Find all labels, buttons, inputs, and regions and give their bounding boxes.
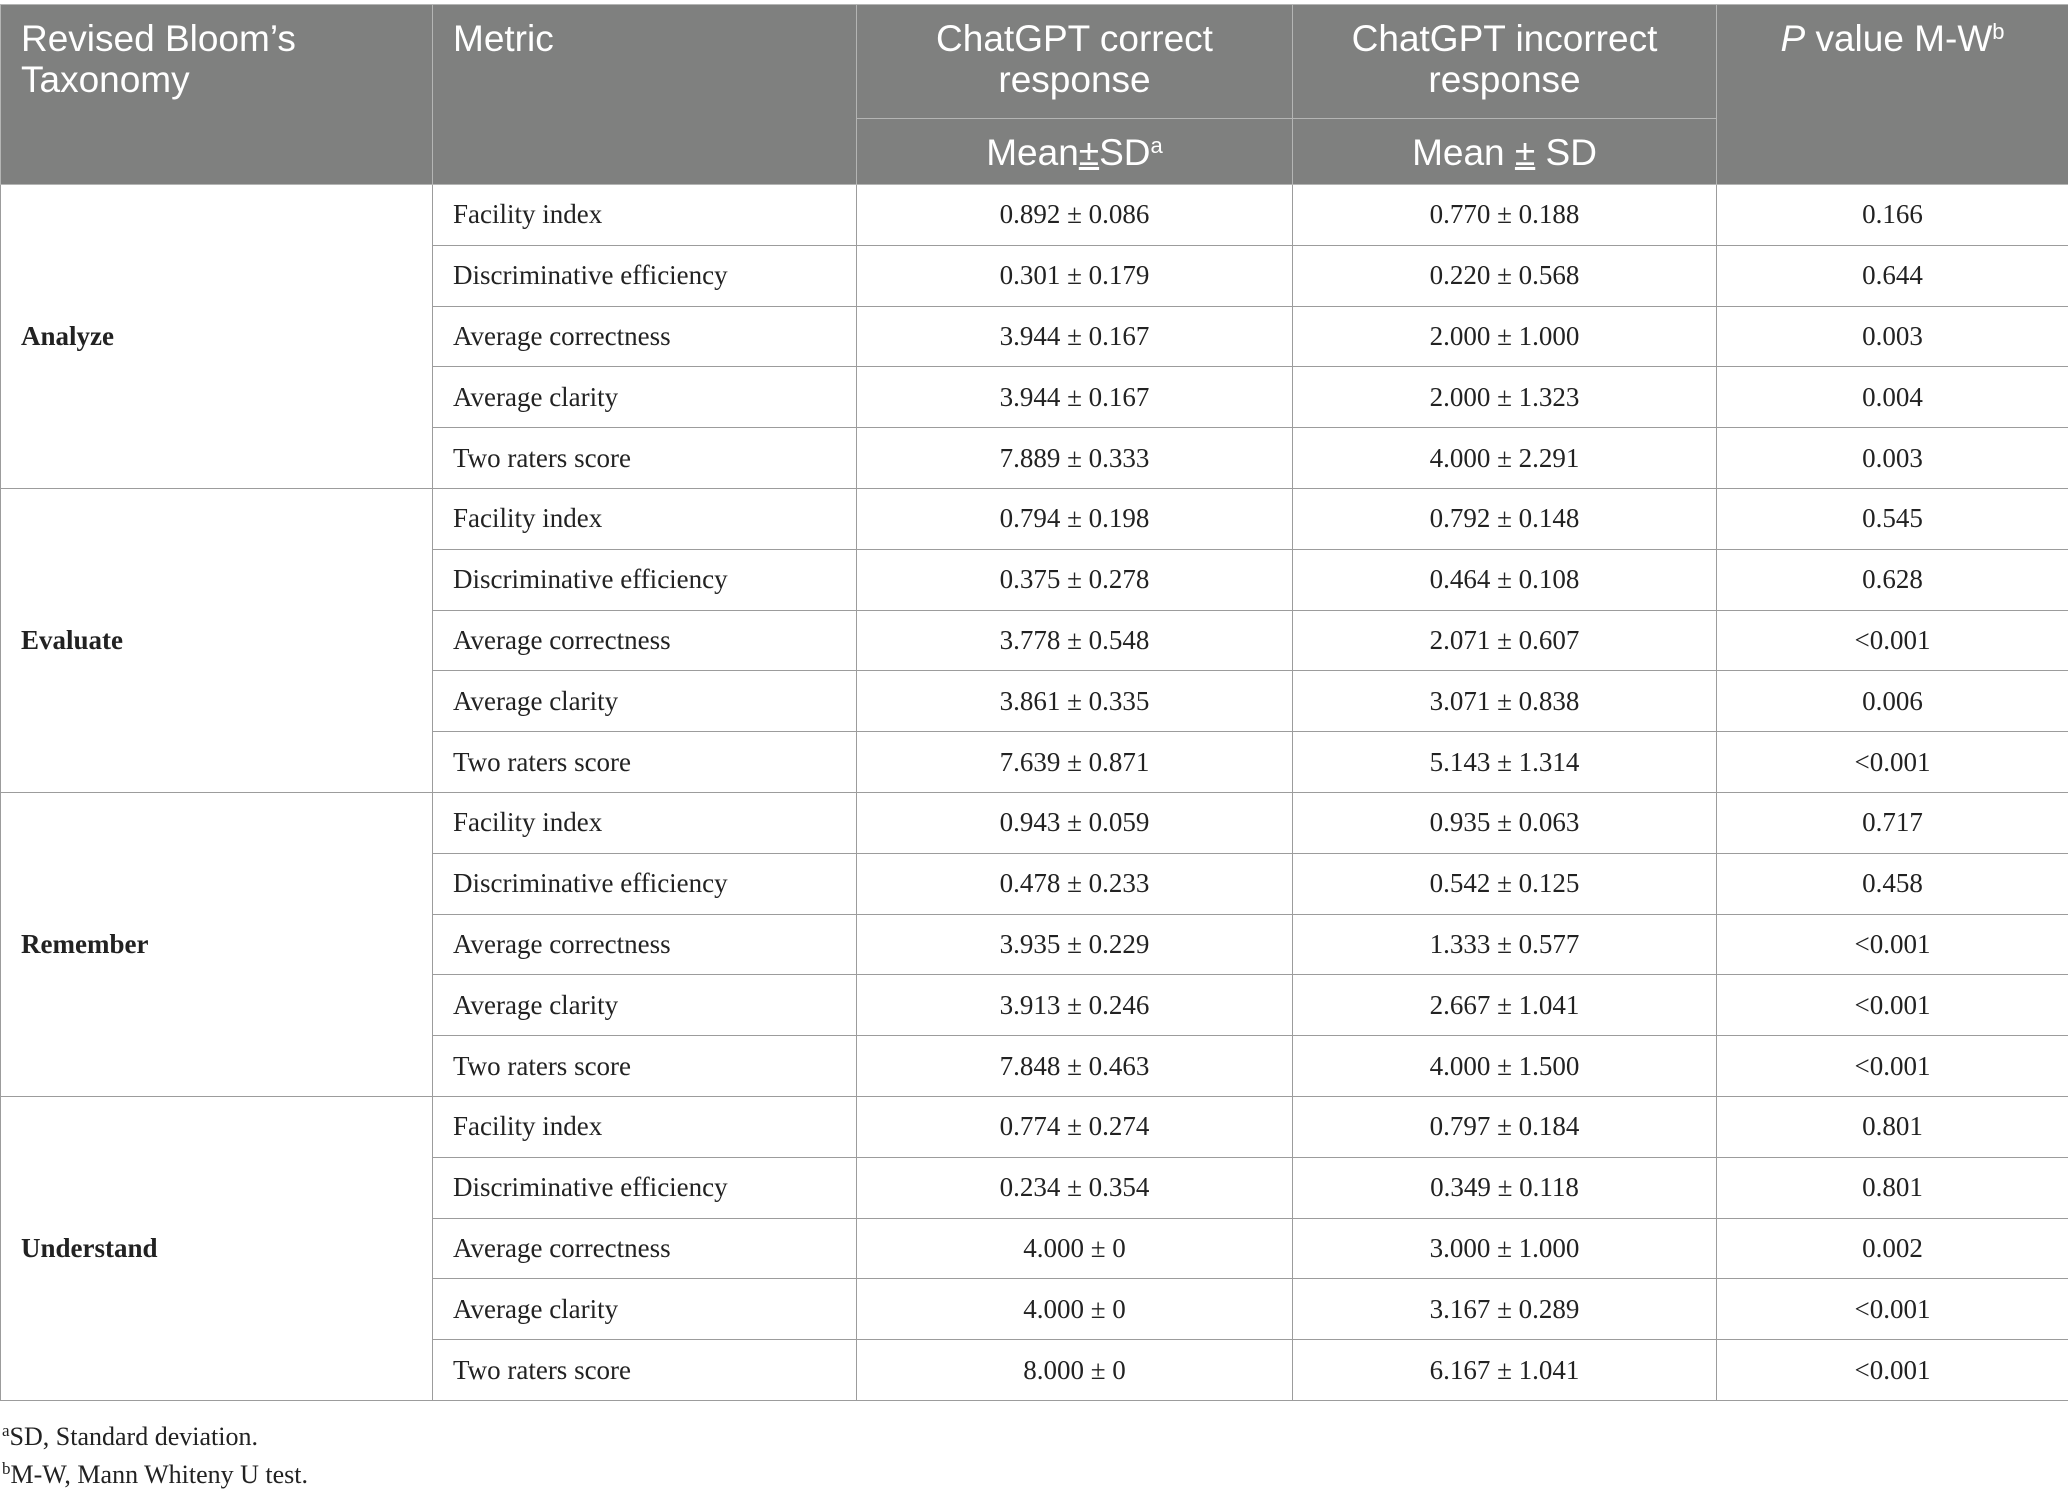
taxonomy-level-cell: Evaluate xyxy=(1,488,433,792)
p-value-cell: 0.545 xyxy=(1717,488,2068,549)
incorrect-mean-sd-cell: 2.667 ± 1.041 xyxy=(1293,975,1717,1036)
table-row xyxy=(1,488,2068,549)
metric-cell: Discriminative efficiency xyxy=(433,853,857,914)
correct-mean-sd-cell: 7.848 ± 0.463 xyxy=(857,1036,1293,1097)
subheader-correct-mean-sd xyxy=(857,119,1293,185)
header-p-letter: P xyxy=(1780,18,1806,59)
metric-cell: Two raters score xyxy=(433,1036,857,1097)
metric-cell: Two raters score xyxy=(433,732,857,793)
table-row xyxy=(1,1096,2068,1157)
incorrect-mean-sd-cell: 4.000 ± 2.291 xyxy=(1293,428,1717,489)
p-value-cell: 0.003 xyxy=(1717,428,2068,489)
footnote-a-text: SD, Standard deviation. xyxy=(9,1422,258,1451)
p-value-cell: <0.001 xyxy=(1717,732,2068,793)
incorrect-mean-sd-cell: 3.167 ± 0.289 xyxy=(1293,1279,1717,1340)
footnote-a xyxy=(2,1418,308,1456)
header-p-value xyxy=(1717,5,2068,185)
p-value-cell: 0.801 xyxy=(1717,1096,2068,1157)
header-p-footnote-mark: b xyxy=(1992,19,2005,44)
incorrect-mean-sd-cell: 2.000 ± 1.000 xyxy=(1293,306,1717,367)
subheader-correct-footnote-mark: a xyxy=(1150,133,1163,158)
correct-mean-sd-cell: 3.913 ± 0.246 xyxy=(857,975,1293,1036)
correct-mean-sd-cell: 4.000 ± 0 xyxy=(857,1279,1293,1340)
metric-cell: Facility index xyxy=(433,488,857,549)
p-value-cell: 0.628 xyxy=(1717,549,2068,610)
subheader-incorrect-mean: Mean xyxy=(1412,132,1515,173)
incorrect-mean-sd-cell: 0.542 ± 0.125 xyxy=(1293,853,1717,914)
subheader-incorrect-mean-sd xyxy=(1293,119,1717,185)
correct-mean-sd-cell: 3.944 ± 0.167 xyxy=(857,367,1293,428)
incorrect-mean-sd-cell: 3.000 ± 1.000 xyxy=(1293,1218,1717,1279)
incorrect-mean-sd-cell: 0.935 ± 0.063 xyxy=(1293,792,1717,853)
metric-cell: Average clarity xyxy=(433,1279,857,1340)
correct-mean-sd-cell: 3.935 ± 0.229 xyxy=(857,914,1293,975)
table-body xyxy=(1,185,2068,1401)
header-p-rest: value M-W xyxy=(1805,18,1993,59)
correct-mean-sd-cell: 0.234 ± 0.354 xyxy=(857,1157,1293,1218)
table-header xyxy=(1,5,2068,185)
header-incorrect: ChatGPT incorrect response xyxy=(1293,5,1717,119)
incorrect-mean-sd-cell: 2.071 ± 0.607 xyxy=(1293,610,1717,671)
p-value-cell: 0.002 xyxy=(1717,1218,2068,1279)
correct-mean-sd-cell: 7.639 ± 0.871 xyxy=(857,732,1293,793)
incorrect-mean-sd-cell: 5.143 ± 1.314 xyxy=(1293,732,1717,793)
subheader-incorrect-sd: SD xyxy=(1535,132,1597,173)
incorrect-mean-sd-cell: 0.349 ± 0.118 xyxy=(1293,1157,1717,1218)
p-value-cell: 0.166 xyxy=(1717,185,2068,246)
incorrect-mean-sd-cell: 6.167 ± 1.041 xyxy=(1293,1340,1717,1401)
header-correct: ChatGPT correct response xyxy=(857,5,1293,119)
metric-cell: Discriminative efficiency xyxy=(433,1157,857,1218)
incorrect-mean-sd-cell: 0.464 ± 0.108 xyxy=(1293,549,1717,610)
header-metric: Metric xyxy=(433,5,857,185)
metric-cell: Two raters score xyxy=(433,428,857,489)
subheader-incorrect-pm: ± xyxy=(1514,132,1536,173)
correct-mean-sd-cell: 0.478 ± 0.233 xyxy=(857,853,1293,914)
incorrect-mean-sd-cell: 0.220 ± 0.568 xyxy=(1293,245,1717,306)
incorrect-mean-sd-cell: 0.797 ± 0.184 xyxy=(1293,1096,1717,1157)
correct-mean-sd-cell: 3.944 ± 0.167 xyxy=(857,306,1293,367)
taxonomy-level-cell: Understand xyxy=(1,1096,433,1400)
footnote-b-text: M-W, Mann Whiteny U test. xyxy=(10,1460,309,1489)
correct-mean-sd-cell: 3.778 ± 0.548 xyxy=(857,610,1293,671)
metric-cell: Average correctness xyxy=(433,306,857,367)
metric-cell: Average clarity xyxy=(433,367,857,428)
subheader-correct-pm: ± xyxy=(1078,132,1100,173)
results-table xyxy=(0,4,2068,1401)
taxonomy-level-cell: Analyze xyxy=(1,185,433,489)
incorrect-mean-sd-cell: 2.000 ± 1.323 xyxy=(1293,367,1717,428)
metric-cell: Facility index xyxy=(433,185,857,246)
correct-mean-sd-cell: 7.889 ± 0.333 xyxy=(857,428,1293,489)
subheader-correct-mean: Mean xyxy=(986,132,1079,173)
incorrect-mean-sd-cell: 3.071 ± 0.838 xyxy=(1293,671,1717,732)
table-row xyxy=(1,792,2068,853)
metric-cell: Average correctness xyxy=(433,914,857,975)
metric-cell: Facility index xyxy=(433,792,857,853)
correct-mean-sd-cell: 3.861 ± 0.335 xyxy=(857,671,1293,732)
taxonomy-level-cell: Remember xyxy=(1,792,433,1096)
metric-cell: Discriminative efficiency xyxy=(433,245,857,306)
footnote-b-mark: b xyxy=(2,1459,11,1478)
correct-mean-sd-cell: 0.774 ± 0.274 xyxy=(857,1096,1293,1157)
header-taxonomy: Revised Bloom’s Taxonomy xyxy=(1,5,433,185)
subheader-correct-sd: SD xyxy=(1099,132,1151,173)
p-value-cell: <0.001 xyxy=(1717,1036,2068,1097)
p-value-cell: 0.458 xyxy=(1717,853,2068,914)
incorrect-mean-sd-cell: 0.792 ± 0.148 xyxy=(1293,488,1717,549)
correct-mean-sd-cell: 0.943 ± 0.059 xyxy=(857,792,1293,853)
metric-cell: Average correctness xyxy=(433,610,857,671)
correct-mean-sd-cell: 4.000 ± 0 xyxy=(857,1218,1293,1279)
correct-mean-sd-cell: 8.000 ± 0 xyxy=(857,1340,1293,1401)
metric-cell: Average clarity xyxy=(433,671,857,732)
p-value-cell: <0.001 xyxy=(1717,975,2068,1036)
p-value-cell: 0.004 xyxy=(1717,367,2068,428)
footnote-a-mark: a xyxy=(2,1421,10,1440)
metric-cell: Average clarity xyxy=(433,975,857,1036)
metric-cell: Discriminative efficiency xyxy=(433,549,857,610)
incorrect-mean-sd-cell: 4.000 ± 1.500 xyxy=(1293,1036,1717,1097)
p-value-cell: <0.001 xyxy=(1717,1340,2068,1401)
p-value-cell: <0.001 xyxy=(1717,610,2068,671)
p-value-cell: 0.717 xyxy=(1717,792,2068,853)
incorrect-mean-sd-cell: 1.333 ± 0.577 xyxy=(1293,914,1717,975)
metric-cell: Two raters score xyxy=(433,1340,857,1401)
incorrect-mean-sd-cell: 0.770 ± 0.188 xyxy=(1293,185,1717,246)
footnote-b xyxy=(2,1456,308,1494)
correct-mean-sd-cell: 0.375 ± 0.278 xyxy=(857,549,1293,610)
results-table-container xyxy=(0,4,2068,1401)
footnotes xyxy=(2,1418,308,1494)
p-value-cell: <0.001 xyxy=(1717,914,2068,975)
p-value-cell: 0.006 xyxy=(1717,671,2068,732)
correct-mean-sd-cell: 0.301 ± 0.179 xyxy=(857,245,1293,306)
metric-cell: Average correctness xyxy=(433,1218,857,1279)
correct-mean-sd-cell: 0.794 ± 0.198 xyxy=(857,488,1293,549)
table-row xyxy=(1,185,2068,246)
correct-mean-sd-cell: 0.892 ± 0.086 xyxy=(857,185,1293,246)
metric-cell: Facility index xyxy=(433,1096,857,1157)
p-value-cell: 0.801 xyxy=(1717,1157,2068,1218)
p-value-cell: 0.003 xyxy=(1717,306,2068,367)
p-value-cell: <0.001 xyxy=(1717,1279,2068,1340)
p-value-cell: 0.644 xyxy=(1717,245,2068,306)
